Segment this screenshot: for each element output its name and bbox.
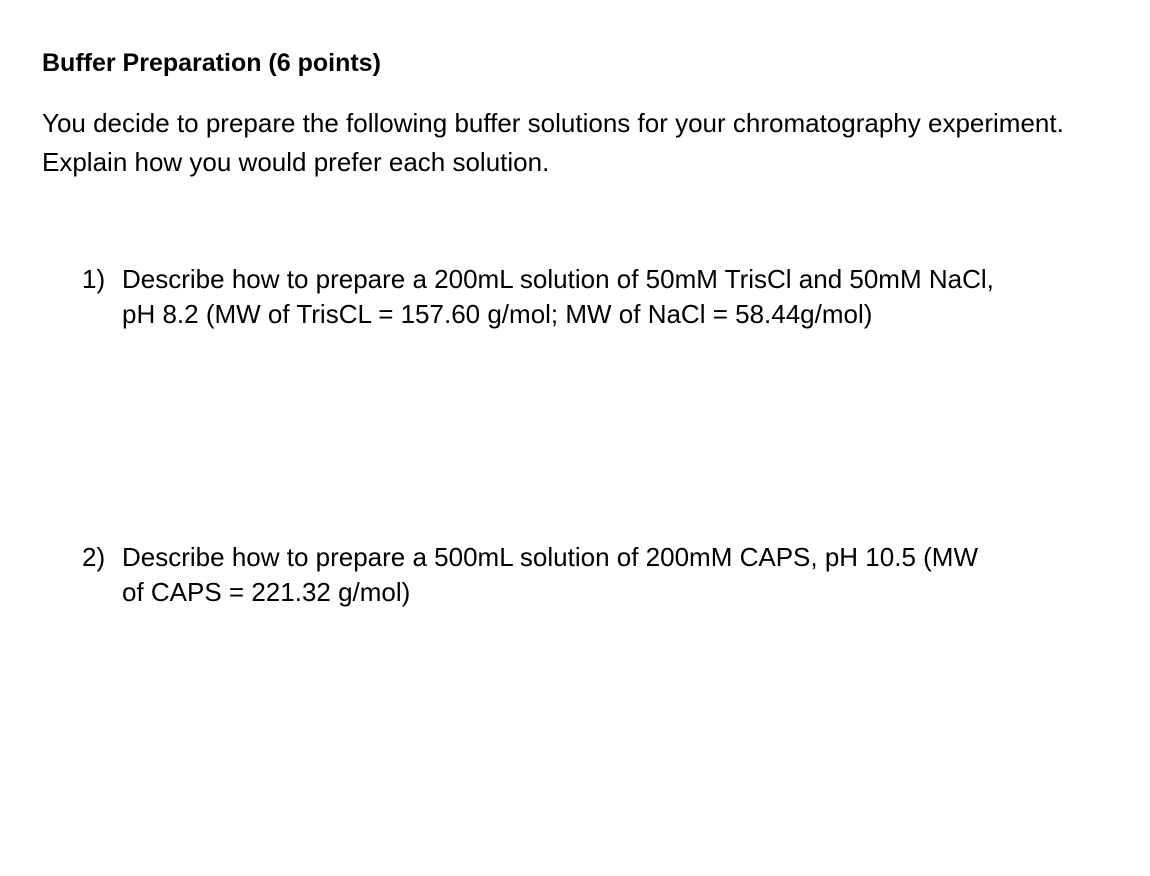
question-item-2 [82, 540, 1082, 610]
section-heading: Buffer Preparation (6 points) [42, 49, 381, 77]
intro-paragraph: You decide to prepare the following buffer solutions for your chromatography experiment. Explain how you would prefer each solution. [42, 108, 1064, 177]
question-text [122, 540, 1082, 610]
question-text-line: Describe how to prepare a 200mL solution of 50mM TrisCl and 50mM NaCl, [122, 264, 994, 294]
question-number: 1) [82, 264, 106, 294]
question-text-line: of CAPS = 221.32 g/mol) [122, 577, 411, 607]
question-text-line: pH 8.2 (MW of TrisCL = 157.60 g/mol; MW of NaCl = 58.44g/mol) [122, 299, 873, 329]
question-number: 2) [82, 542, 106, 572]
question-item-1 [82, 262, 1082, 332]
question-text-line: Describe how to prepare a 500mL solution of 200mM CAPS, pH 10.5 (MW [122, 542, 978, 572]
question-text [122, 262, 1082, 332]
